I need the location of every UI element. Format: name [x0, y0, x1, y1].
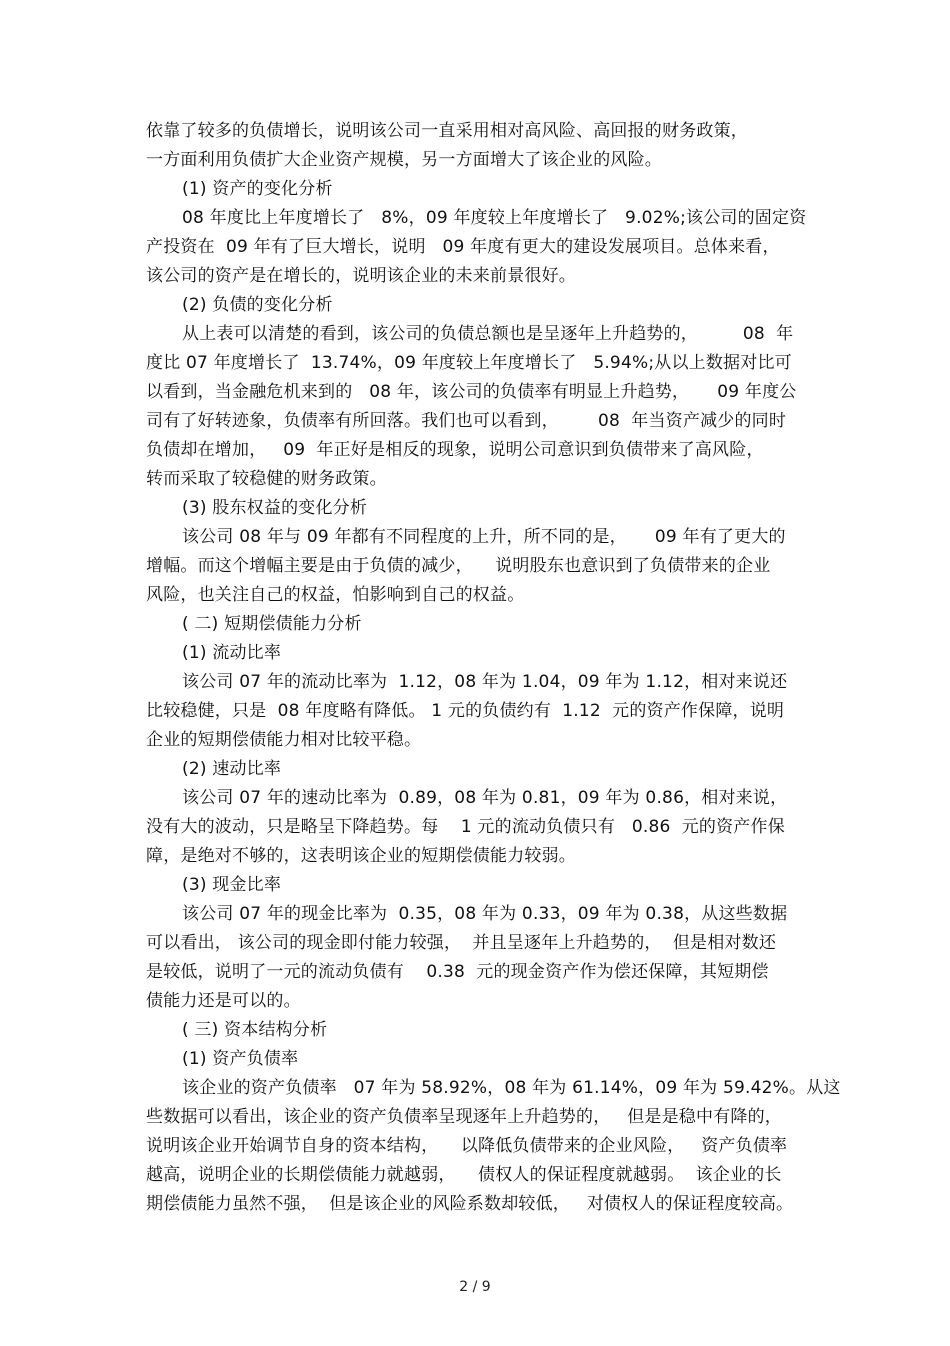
- section-heading-short-term-solvency: ( 二) 短期偿债能力分析: [182, 614, 362, 634]
- text-line-2: 一方面利用负债扩大企业资产规模，另一方面增大了该企业的风险。: [146, 150, 662, 170]
- section-heading-debt-ratio: (1) 资产负债率: [182, 1049, 299, 1069]
- text-line-35: 些数据可以看出，该企业的资产负债率呈现逐年上升趋势的， 但是是稳中有降的，: [146, 1107, 783, 1127]
- text-line-5: 产投资在 09 年有了巨大增长，说明 09 年度有更大的建设发展项目。总体来看，: [146, 237, 780, 257]
- section-heading-liability-change: (2) 负债的变化分析: [182, 295, 333, 315]
- section-heading-current-ratio: (1) 流动比率: [182, 643, 282, 663]
- text-line-10: 以看到，当金融危机来到的 08 年，该公司的负债率有明显上升趋势， 09 年度公: [146, 382, 797, 402]
- text-line-17: 风险，也关注自己的权益，怕影响到自己的权益。: [146, 585, 525, 605]
- text-line-16: 增幅。而这个增幅主要是由于负债的减少， 说明股东也意识到了负债带来的企业: [146, 556, 771, 576]
- text-line-21: 比较稳健，只是 08 年度略有降低。 1 元的负债约有 1.12 元的资产作保障，说明: [146, 701, 785, 721]
- section-heading-capital-structure: ( 三) 资本结构分析: [182, 1020, 328, 1040]
- section-heading-equity-change: (3) 股东权益的变化分析: [182, 498, 368, 518]
- text-line-6: 该公司的资产是在增长的，说明该企业的未来前景很好。: [146, 266, 576, 286]
- section-heading-quick-ratio: (2) 速动比率: [182, 759, 282, 779]
- text-line-12: 负债却在增加， 09 年正好是相反的现象，说明公司意识到负债带来了高风险，: [146, 440, 764, 460]
- text-line-4: 08 年度比上年度增长了 8%，09 年度较上年度增长了 9.02%;该公司的固定资: [182, 208, 807, 228]
- text-line-26: 障，是绝对不够的，这表明该企业的短期偿债能力较弱。: [146, 846, 576, 866]
- page-number: 2 / 9: [459, 1279, 491, 1295]
- text-line-11: 司有了好转迹象，负债率有所回落。我们也可以看到， 08 年当资产减少的同时: [146, 411, 787, 431]
- text-line-8: 从上表可以清楚的看到，该公司的负债总额也是呈逐年上升趋势的， 08 年: [182, 324, 794, 344]
- text-line-34: 该企业的资产负债率 07 年为 58.92%，08 年为 61.14%，09 年为 59.42%。从这: [182, 1078, 841, 1098]
- text-line-9: 度比 07 年度增长了 13.74%，09 年度较上年度增长了 5.94%;从以上数据对比可: [146, 353, 792, 373]
- text-line-38: 期偿债能力虽然不强， 但是该企业的风险系数却较低， 对债权人的保证程度较高。: [146, 1194, 794, 1214]
- text-line-25: 没有大的波动，只是略呈下降趋势。每 1 元的流动负债只有 0.86 元的资产作保: [146, 817, 785, 837]
- text-line-20: 该公司 07 年的流动比率为 1.12，08 年为 1.04，09 年为 1.12，相对来说还: [182, 672, 788, 692]
- text-line-24: 该公司 07 年的速动比率为 0.89，08 年为 0.81，09 年为 0.86，相对来说，: [182, 788, 788, 808]
- text-line-22: 企业的短期偿债能力相对比较平稳。: [146, 730, 422, 750]
- section-heading-asset-change: (1) 资产的变化分析: [182, 179, 333, 199]
- text-line-29: 可以看出， 该公司的现金即付能力较强， 并且呈逐年上升趋势的， 但是相对数还: [146, 933, 777, 953]
- text-line-28: 该公司 07 年的现金比率为 0.35，08 年为 0.33，09 年为 0.38，从这些数据: [182, 904, 788, 924]
- text-line-13: 转而采取了较稳健的财务政策。: [146, 469, 387, 489]
- section-heading-cash-ratio: (3) 现金比率: [182, 875, 282, 895]
- text-line-30: 是较低，说明了一元的流动负债有 0.38 元的现金资产作为偿还保障，其短期偿: [146, 962, 769, 982]
- text-line-37: 越高，说明企业的长期偿债能力就越弱， 债权人的保证程度就越弱。 该企业的长: [146, 1165, 782, 1185]
- text-line-31: 债能力还是可以的。: [146, 991, 301, 1011]
- text-line-15: 该公司 08 年与 09 年都有不同程度的上升，所不同的是， 09 年有了更大的: [182, 527, 786, 547]
- text-line-1: 依靠了较多的负债增长，说明该公司一直采用相对高风险、高回报的财务政策，: [146, 121, 748, 141]
- text-line-36: 说明该企业开始调节自身的资本结构， 以降低负债带来的企业风险， 资产负债率: [146, 1136, 788, 1156]
